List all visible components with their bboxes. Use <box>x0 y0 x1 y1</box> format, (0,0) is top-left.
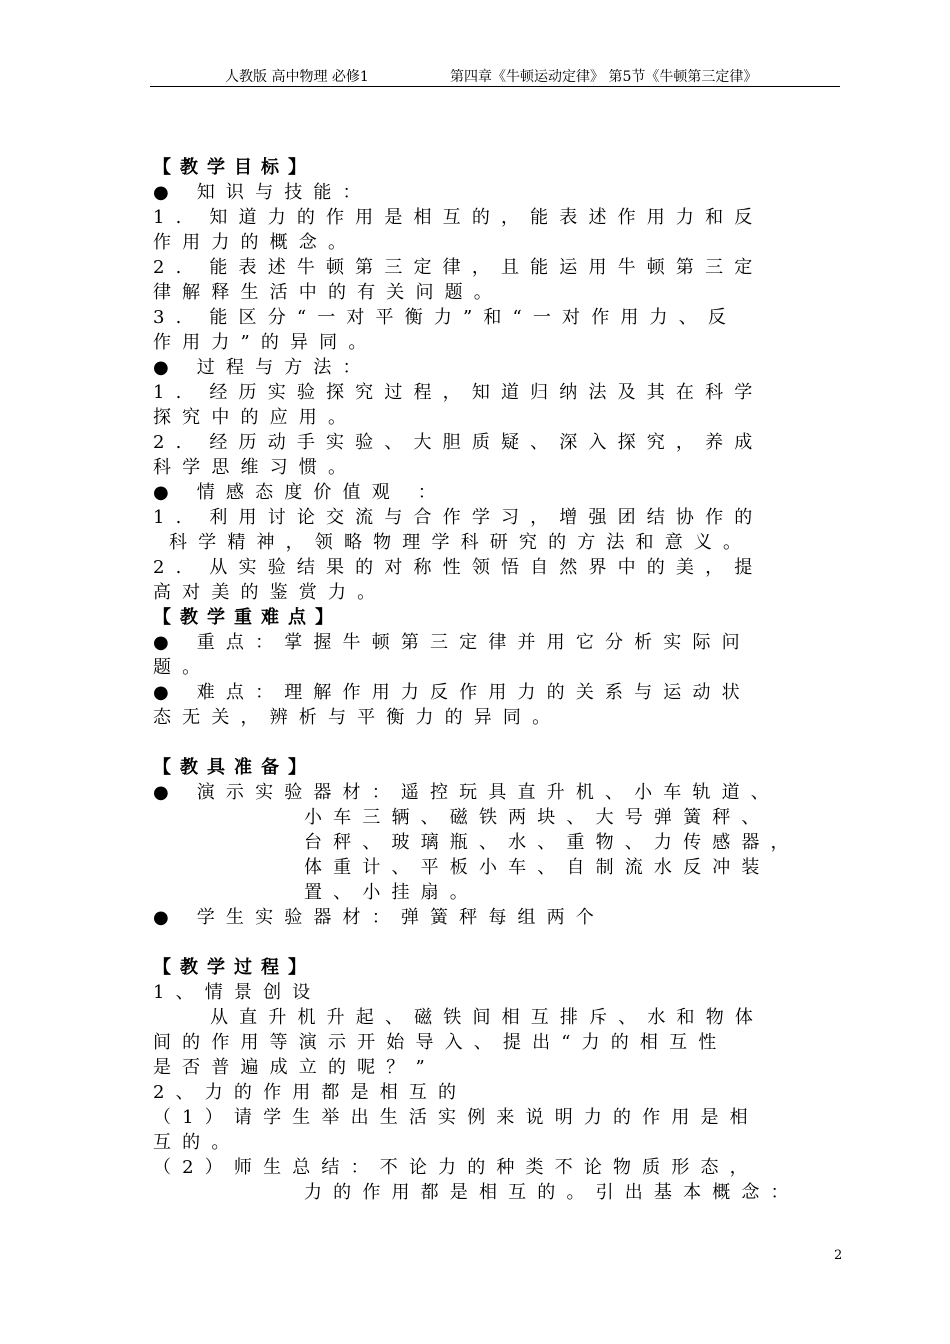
text-line: 科学思维习惯。 <box>153 457 358 478</box>
section-heading-process: 【教学过程】 <box>153 957 315 978</box>
section-heading-objectives: 【教学目标】 <box>153 157 315 178</box>
text-line: ● 情感态度价值观 ： <box>153 482 447 503</box>
text-line: 台秤、玻璃瓶、水、重物、力传感器， <box>304 832 800 853</box>
text-line: 1、情景创设 <box>153 982 322 1003</box>
text-line: 3. 能区分“一对平衡力”和“一对作用力、反 <box>153 307 738 328</box>
text-line: 科学精神，领略物理学科研究的方法和意义。 <box>169 532 753 553</box>
text-line: 1. 利用讨论交流与合作学习，增强团结协作的 <box>153 507 764 528</box>
text-line: 高对美的鉴赏力。 <box>153 582 387 603</box>
text-line: 2. 从实验结果的对称性领悟自然界中的美，提 <box>153 557 764 578</box>
text-line: ● 过程与方法： <box>153 357 372 378</box>
text-line: 2、力的作用都是相互的 <box>153 1082 468 1103</box>
text-line: ● 知识与技能： <box>153 182 372 203</box>
text-line: （1）请学生举出生活实例来说明力的作用是相 <box>153 1107 759 1128</box>
text-line: 作用力”的异同。 <box>153 332 378 353</box>
text-line: 力的作用都是相互的。引出基本概念： <box>304 1182 800 1203</box>
section-heading-equipment: 【教具准备】 <box>153 757 315 778</box>
text-line: ● 学生实验器材：弹簧秤每组两个 <box>153 907 605 928</box>
text-line: 小车三辆、磁铁两块、大号弹簧秤、 <box>304 807 771 828</box>
text-line: 题。 <box>153 657 212 678</box>
text-line: ● 演示实验器材：遥控玩具直升机、小车轨道、 <box>153 782 780 803</box>
text-line: 互的。 <box>153 1132 241 1153</box>
text-line: 置、小挂扇。 <box>304 882 479 903</box>
text-line: 态无关，辨析与平衡力的异同。 <box>153 707 562 728</box>
header-chapter-title: 第四章《牛顿运动定律》 第5节《牛顿第三定律》 <box>450 69 758 85</box>
page-number: 2 <box>834 1248 843 1263</box>
text-line: 是否普遍成立的呢？” <box>153 1057 436 1078</box>
text-line: 1. 经历实验探究过程，知道归纳法及其在科学 <box>153 382 764 403</box>
header-book-title: 人教版 高中物理 必修1 <box>225 69 369 85</box>
text-line: 作用力的概念。 <box>153 232 358 253</box>
text-line: 1. 知道力的作用是相互的，能表述作用力和反 <box>153 207 764 228</box>
text-line: ● 难点：理解作用力反作用力的关系与运动状 <box>153 682 751 703</box>
text-line: 2. 能表述牛顿第三定律，且能运用牛顿第三定 <box>153 257 764 278</box>
text-line: 律解释生活中的有关问题。 <box>153 282 503 303</box>
text-line: 2. 经历动手实验、大胆质疑、深入探究，养成 <box>153 432 764 453</box>
section-heading-key-points: 【教学重难点】 <box>153 607 342 628</box>
text-line: 探究中的应用。 <box>153 407 358 428</box>
text-line: 体重计、平板小车、自制流水反冲装 <box>304 857 771 878</box>
page-header <box>150 62 840 87</box>
text-line: （2）师生总结：不论力的种类不论物质形态， <box>153 1157 759 1178</box>
text-line: 从直升机升起、磁铁间相互排斥、水和物体 <box>210 1007 765 1028</box>
text-line: 间的作用等演示开始导入、提出“力的相互性 <box>153 1032 728 1053</box>
text-line: ● 重点：掌握牛顿第三定律并用它分析实际问 <box>153 632 751 653</box>
